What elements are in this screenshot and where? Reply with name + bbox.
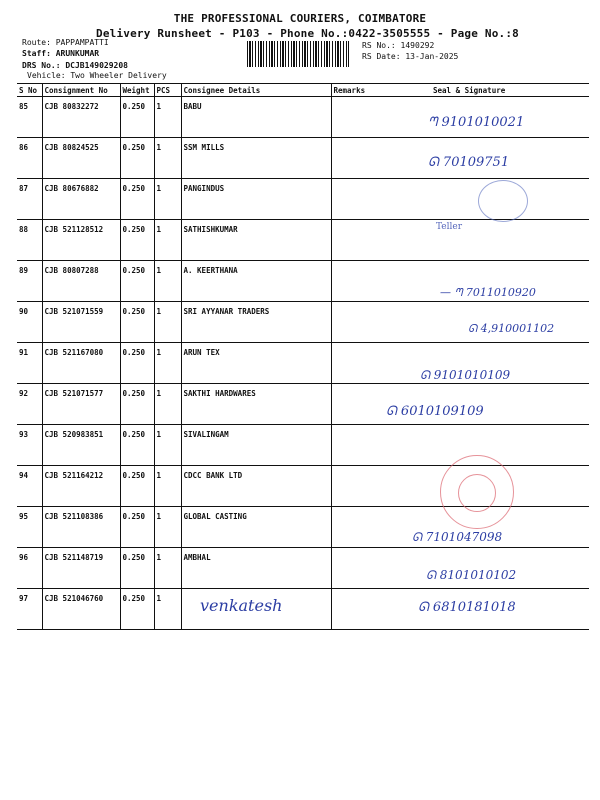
rs-date-line	[362, 52, 458, 62]
cell-pcs: 1	[154, 548, 181, 589]
signature-86: ᘏ 70109751	[428, 155, 510, 170]
table-header-row	[17, 84, 589, 97]
cell-weight: 0.250	[120, 343, 154, 384]
cell-consignee: SRI AYYANAR TRADERS	[181, 302, 331, 343]
cell-weight: 0.250	[120, 384, 154, 425]
cell-pcs: 1	[154, 220, 181, 261]
staff-value: ARUNKUMAR	[55, 49, 100, 58]
drs-line	[22, 61, 128, 71]
cell-consignment: CJB 520983851	[42, 425, 120, 466]
signature-96: ᘏ 8101010102	[426, 568, 517, 582]
cell-remarks	[331, 343, 373, 384]
cell-weight: 0.250	[120, 138, 154, 179]
cell-consignee: GLOBAL CASTING	[181, 507, 331, 548]
cell-remarks	[331, 425, 373, 466]
signature-97: ᘏ 6810181018	[418, 600, 516, 615]
cell-weight: 0.250	[120, 589, 154, 630]
drs-label: DRS No.:	[22, 61, 61, 70]
staff-line	[22, 49, 99, 59]
rs-date-value: 13-Jan-2025	[405, 52, 459, 61]
cell-consignment: CJB 521046760	[42, 589, 120, 630]
barcode	[247, 41, 349, 67]
cell-consignee: SAKTHI HARDWARES	[181, 384, 331, 425]
remark-97: venkatesh	[200, 596, 283, 615]
cell-sno: 97	[17, 589, 42, 630]
teller-note: Teller	[436, 222, 463, 232]
table-row	[17, 220, 589, 261]
cell-consignment: CJB 521108386	[42, 507, 120, 548]
cell-signature	[373, 220, 589, 261]
cell-weight: 0.250	[120, 179, 154, 220]
cell-sno: 91	[17, 343, 42, 384]
cell-sno: 89	[17, 261, 42, 302]
cell-weight: 0.250	[120, 466, 154, 507]
cell-pcs: 1	[154, 384, 181, 425]
cell-sno: 88	[17, 220, 42, 261]
cell-consignment: CJB 521164212	[42, 466, 120, 507]
cell-pcs: 1	[154, 261, 181, 302]
cell-consignment: CJB 521071559	[42, 302, 120, 343]
col-header-pcs: PCS	[154, 84, 181, 97]
cell-consignee: SIVALINGAM	[181, 425, 331, 466]
cell-consignee: BABU	[181, 97, 331, 138]
cell-remarks	[331, 261, 373, 302]
route-label: Route:	[22, 38, 51, 47]
cell-pcs: 1	[154, 302, 181, 343]
cell-consignee: ARUN TEX	[181, 343, 331, 384]
cell-sno: 92	[17, 384, 42, 425]
cell-remarks	[331, 220, 373, 261]
company-title: THE PROFESSIONAL COURIERS, COIMBATORE	[173, 12, 427, 25]
rs-date-label: RS Date:	[362, 52, 401, 61]
cell-weight: 0.250	[120, 425, 154, 466]
cell-weight: 0.250	[120, 507, 154, 548]
cell-sno: 87	[17, 179, 42, 220]
cell-pcs: 1	[154, 343, 181, 384]
vehicle-line	[27, 71, 167, 81]
cell-weight: 0.250	[120, 261, 154, 302]
cell-pcs: 1	[154, 425, 181, 466]
cell-sno: 90	[17, 302, 42, 343]
staff-label: Staff:	[22, 49, 51, 58]
cell-remarks	[331, 179, 373, 220]
cell-weight: 0.250	[120, 548, 154, 589]
col-header-consignment: Consignment No	[42, 84, 120, 97]
cell-pcs: 1	[154, 138, 181, 179]
cell-consignee: SATHISHKUMAR	[181, 220, 331, 261]
cell-remarks	[331, 138, 373, 179]
cell-consignment: CJB 521167080	[42, 343, 120, 384]
seal-stamp-87	[478, 180, 528, 222]
cell-sno: 95	[17, 507, 42, 548]
rs-no-line	[362, 41, 434, 51]
vehicle-value: Two Wheeler Delivery	[70, 71, 167, 80]
cell-remarks	[331, 97, 373, 138]
table-row	[17, 384, 589, 425]
cell-consignment: CJB 80824525	[42, 138, 120, 179]
col-header-sno: S No	[17, 84, 42, 97]
cell-consignee: AMBHAL	[181, 548, 331, 589]
cell-remarks	[331, 466, 373, 507]
cell-sno: 86	[17, 138, 42, 179]
route-line	[22, 38, 109, 48]
cell-remarks	[331, 302, 373, 343]
cell-consignment: CJB 80832272	[42, 97, 120, 138]
cell-weight: 0.250	[120, 97, 154, 138]
cell-sno: 96	[17, 548, 42, 589]
rs-no-label: RS No.:	[362, 41, 396, 50]
cell-pcs: 1	[154, 179, 181, 220]
col-header-consignee: Consignee Details	[181, 84, 331, 97]
cell-consignment: CJB 521148719	[42, 548, 120, 589]
vehicle-label: Vehicle:	[27, 71, 66, 80]
cell-consignment: CJB 80676882	[42, 179, 120, 220]
cell-weight: 0.250	[120, 220, 154, 261]
col-header-remarks: Remarks	[331, 84, 373, 97]
cell-consignment: CJB 521128512	[42, 220, 120, 261]
signature-90: ᘏ 4,910001102	[468, 322, 555, 335]
cell-remarks	[331, 548, 373, 589]
rs-no-value: 1490292	[400, 41, 435, 50]
signature-91: ᘏ 9101010109	[420, 368, 511, 382]
cell-consignment: CJB 521071577	[42, 384, 120, 425]
route-value: PAPPAMPATTI	[55, 38, 109, 47]
signature-89: — ᘉ 7011010920	[440, 286, 536, 299]
cell-sno: 93	[17, 425, 42, 466]
drs-value: DCJB149029208	[65, 61, 128, 70]
cell-remarks	[331, 507, 373, 548]
cell-consignee: SSM MILLS	[181, 138, 331, 179]
signature-85: ᘉ 9101010021	[428, 115, 525, 130]
signature-95: ᘏ 7101047098	[412, 530, 503, 544]
cell-pcs: 1	[154, 589, 181, 630]
runsheet-title: Delivery Runsheet - P103 - Phone No.:0422-3505555 - Page No.:8	[96, 27, 519, 40]
col-header-weight: Weight	[120, 84, 154, 97]
seal-stamp-94-inner	[458, 474, 496, 512]
cell-consignee: PANGINDUS	[181, 179, 331, 220]
cell-remarks	[331, 384, 373, 425]
cell-pcs: 1	[154, 507, 181, 548]
cell-consignee: CDCC BANK LTD	[181, 466, 331, 507]
cell-pcs: 1	[154, 466, 181, 507]
cell-consignment: CJB 80807288	[42, 261, 120, 302]
cell-sno: 85	[17, 97, 42, 138]
cell-weight: 0.250	[120, 302, 154, 343]
cell-remarks	[331, 589, 373, 630]
signature-92: ᘏ 6010109109	[386, 404, 484, 419]
cell-consignee: A. KEERTHANA	[181, 261, 331, 302]
cell-sno: 94	[17, 466, 42, 507]
cell-pcs: 1	[154, 97, 181, 138]
table-row	[17, 425, 589, 466]
col-header-signature: Seal & Signature	[373, 84, 589, 97]
